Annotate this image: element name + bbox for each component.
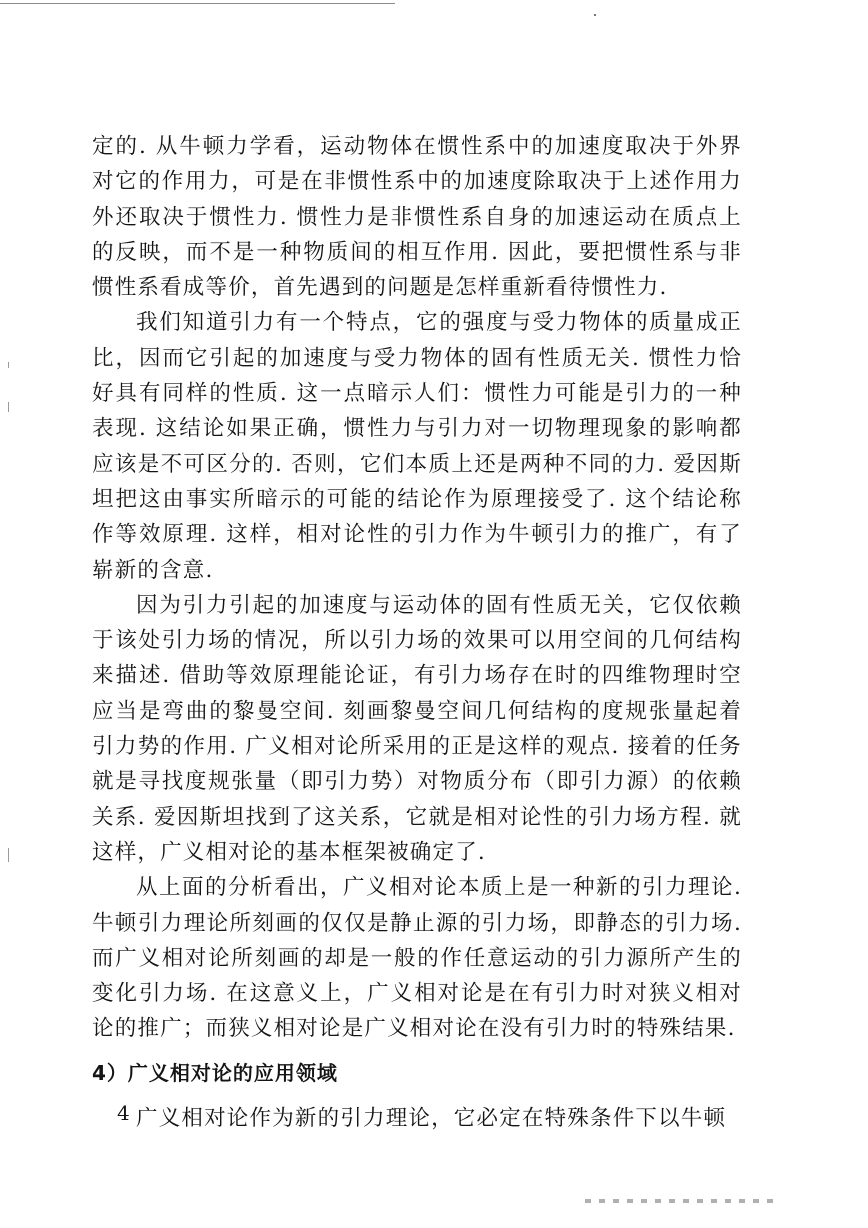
margin-mark	[8, 848, 9, 862]
section-heading: 4）广义相对论的应用领域	[92, 1060, 338, 1085]
top-rule	[0, 3, 395, 4]
page-body	[92, 129, 742, 1136]
paragraph-4: 从上面的分析看出，广义相对论本质上是一种新的引力理论. 牛顿引力理论所刻画的仅仅是静止源的引力场，即静态的引力场. 而广义相对论所刻画的却是一般的作任意运动的引力源所产生的变化引力场. 在这意义上，广义相对论是在有引力时对狭义相对论的推广；而狭义相对论是广义相对论在没有引力时的特殊结果.	[92, 875, 742, 1042]
paragraph-2: 我们知道引力有一个特点，它的强度与受力物体的质量成正比，因而它引起的加速度与受力物体的固有性质无关. 惯性力恰好具有同样的性质. 这一点暗示人们：惯性力可能是引力的一种表现. 这结论如果正确，惯性力与引力对一切物理现象的影响都应该是不可区分的. 否则，它们本质上还是两种不同的力. 爱因斯坦把这由事实所暗示的可能的结论作为原理接受了. 这个结论称作等效原理. 这样，相对论性的引力作为牛顿引力的推广，有了崭新的含意.	[92, 310, 742, 583]
paragraph-3: 因为引力引起的加速度与运动体的固有性质无关，它仅依赖于该处引力场的情况，所以引力场的效果可以用空间的几何结构来描述. 借助等效原理能论证，有引力场存在时的四维物理时空应当是弯曲的黎曼空间. 刻画黎曼空间几何结构的度规张量起着引力势的作用. 广义相对论所采用的正是这样的观点. 接着的任务就是寻找度规张量（即引力势）对物质分布（即引力源）的依赖关系. 爱因斯坦找到了这关系，它就是相对论性的引力场方程. 就这样，广义相对论的基本框架被确定了.	[92, 592, 742, 865]
margin-mark	[8, 362, 9, 368]
scan-speck	[594, 14, 596, 16]
margin-mark	[8, 402, 9, 412]
page-number: 4	[117, 1101, 130, 1125]
scan-artifact	[585, 1199, 775, 1203]
paragraph-1: 定的. 从牛顿力学看，运动物体在惯性系中的加速度取决于外界对它的作用力，可是在非惯性系中的加速度除取决于上述作用力外还取决于惯性力. 惯性力是非惯性系自身的加速运动在质点上的反映，而不是一种物质间的相互作用. 因此，要把惯性系与非惯性系看成等价，首先遇到的问题是怎样重新看待惯性力.	[92, 134, 742, 301]
paragraph-5: 广义相对论作为新的引力理论，它必定在特殊条件下以牛顿	[136, 1105, 727, 1131]
